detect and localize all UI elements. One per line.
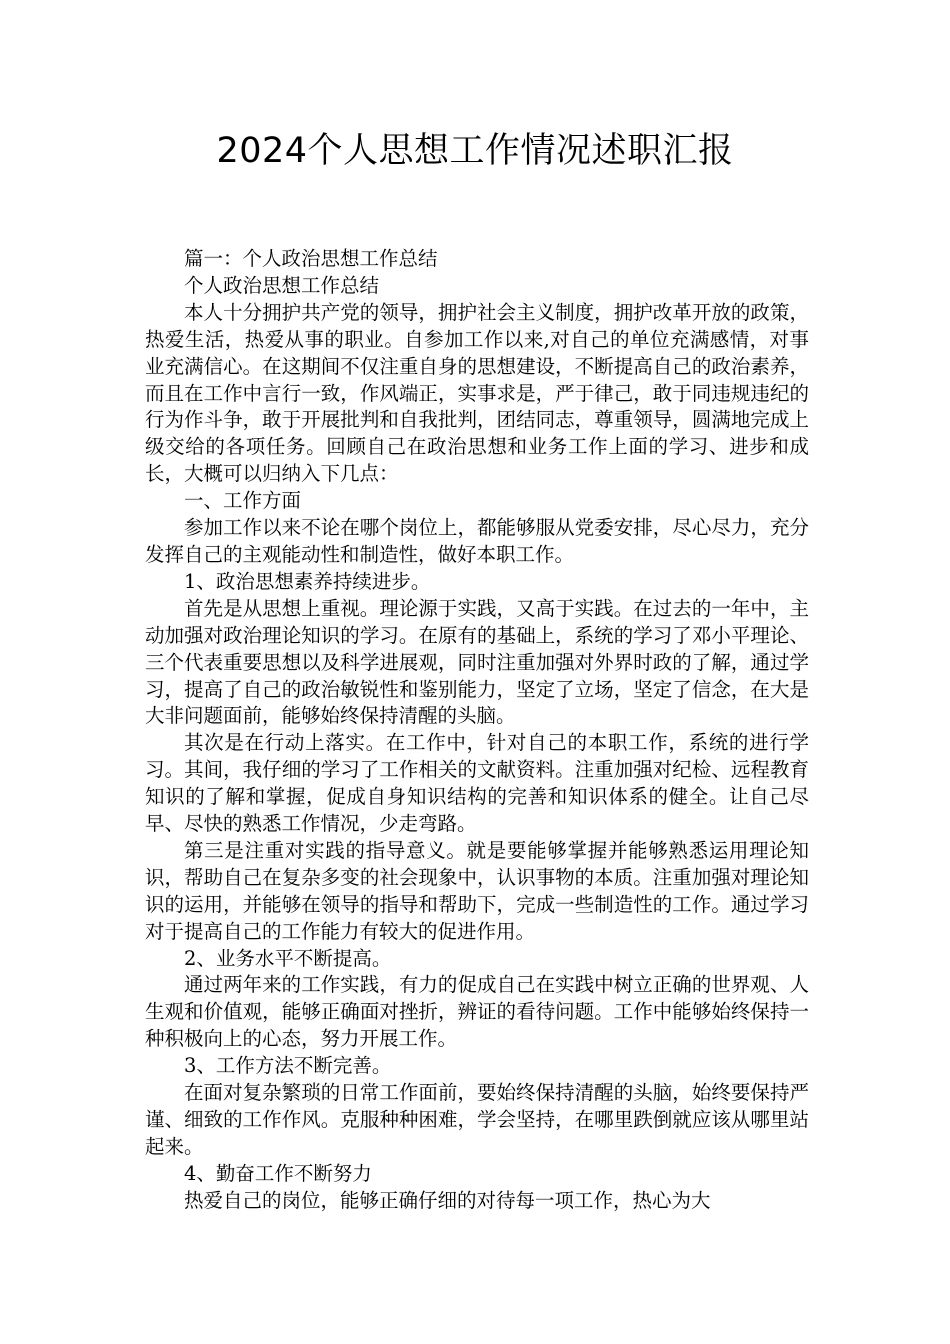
document-title: 2024个人思想工作情况述职汇报 xyxy=(216,131,734,171)
subsection-heading: 3、工作方法不断完善。 xyxy=(184,1054,392,1078)
paragraph: 参加工作以来不论在哪个岗位上，都能够服从党委安排，尽心尽力，充分发挥自己的主观能动性和制造性，做好本职工作。 xyxy=(145,516,809,566)
paragraph: 本人十分拥护共产党的领导，拥护社会主义制度，拥护改革开放的政策，热爱生活，热爱从事的职业。自参加工作以来,对自己的单位充满感情，对事业充满信心。在这期间不仅注重自身的思想建设，不断提高自己的政治素养，而且在工作中言行一致，作风端正，实事求是，严于律己，敢于同违规违纪的行为作斗争，敢于开展批判和自我批判，团结同志，尊重领导，圆满地完成上级交给的各项任务。回顾自己在政治思想和业务工作上面的学习、进步和成长，大概可以归纳入下几点： xyxy=(145,300,809,486)
subsection-heading: 1、政治思想素养持续进步。 xyxy=(184,569,431,593)
subsection-heading: 一、工作方面 xyxy=(184,489,302,513)
subsection-heading: 个人政治思想工作总结 xyxy=(184,273,380,297)
section-heading: 篇一：个人政治思想工作总结 xyxy=(184,247,438,270)
paragraph: 其次是在行动上落实。在工作中，针对自己的本职工作，系统的进行学习。其间，我仔细的学习了工作相关的文献资料。注重加强对纪检、远程教育知识的了解和掌握，促成自身知识结构的完善和知识体系的健全。让自己尽早、尽快的熟悉工作情况，少走弯路。 xyxy=(145,731,809,836)
subsection-heading: 4、勤奋工作不断努力 xyxy=(184,1161,372,1185)
paragraph: 第三是注重对实践的指导意义。就是要能够掌握并能够熟悉运用理论知识，帮助自己在复杂多变的社会现象中，认识事物的本质。注重加强对理论知识的运用，并能够在领导的指导和帮助下，完成一些制造性的工作。通过学习对于提高自己的工作能力有较大的促进作用。 xyxy=(145,838,809,943)
paragraph: 热爱自己的岗位，能够正确仔细的对待每一项工作，热心为大 xyxy=(184,1188,711,1212)
paragraph: 首先是从思想上重视。理论源于实践，又高于实践。在过去的一年中，主动加强对政治理论知识的学习。在原有的基础上，系统的学习了邓小平理论、三个代表重要思想以及科学进展观，同时注重加强对外界时政的了解，通过学习，提高了自己的政治敏锐性和鉴别能力，坚定了立场，坚定了信念，在大是大非问题面前，能够始终保持清醒的头脑。 xyxy=(145,596,809,728)
paragraph: 通过两年来的工作实践，有力的促成自己在实践中树立正确的世界观、人生观和价值观，能够正确面对挫折，辨证的看待问题。工作中能够始终保持一种积极向上的心态，努力开展工作。 xyxy=(145,973,809,1051)
paragraph: 在面对复杂繁琐的日常工作面前，要始终保持清醒的头脑，始终要保持严谨、细致的工作作风。克服种种困难，学会坚持，在哪里跌倒就应该从哪里站起来。 xyxy=(145,1081,809,1158)
subsection-heading: 2、业务水平不断提高。 xyxy=(184,946,392,970)
document-body xyxy=(145,246,809,1215)
